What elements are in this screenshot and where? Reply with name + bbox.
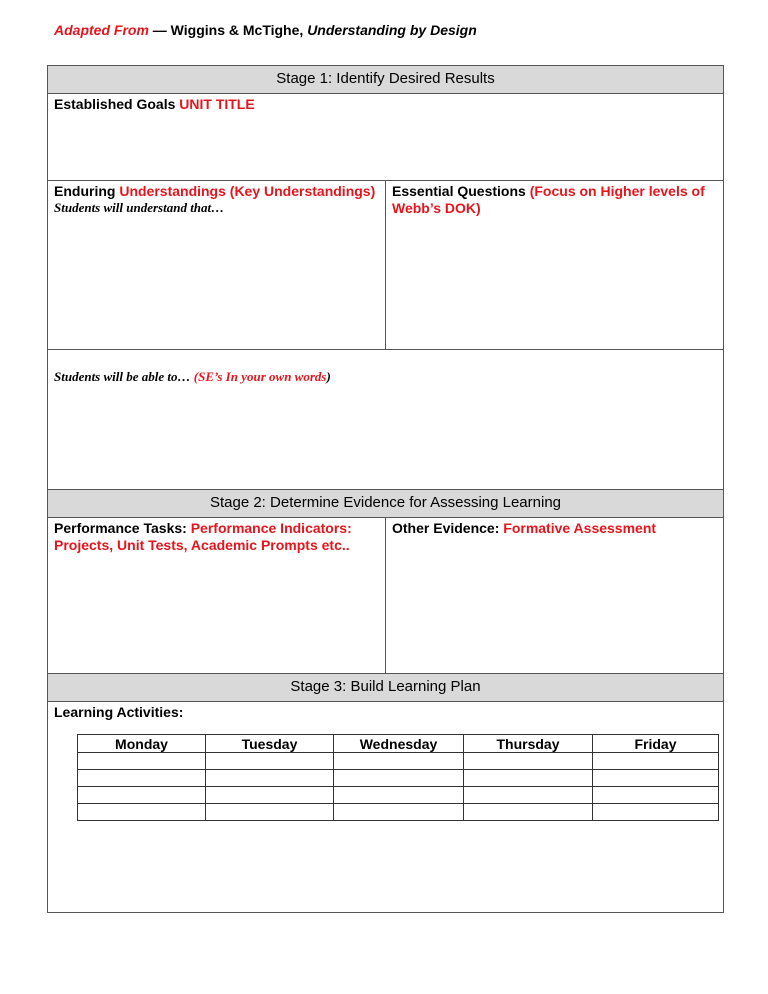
table-row xyxy=(78,804,719,821)
table-cell[interactable] xyxy=(334,770,464,787)
table-cell[interactable] xyxy=(593,787,719,804)
stage1-title: Stage 1: Identify Desired Results xyxy=(276,70,495,87)
enduring-label: Enduring xyxy=(54,183,120,199)
col-tuesday: Tuesday xyxy=(206,735,334,753)
table-cell[interactable] xyxy=(593,770,719,787)
col-thursday: Thursday xyxy=(464,735,593,753)
other-value: Formative Assessment xyxy=(503,520,657,536)
table-cell[interactable] xyxy=(206,753,334,770)
adapted-from-line xyxy=(54,22,477,38)
understandings-questions-row xyxy=(48,181,723,350)
table-cell[interactable] xyxy=(334,753,464,770)
table-cell[interactable] xyxy=(334,804,464,821)
table-row xyxy=(78,787,719,804)
table-cell[interactable] xyxy=(206,787,334,804)
col-monday: Monday xyxy=(78,735,206,753)
established-goals-cell[interactable] xyxy=(48,94,723,181)
ubd-template-frame xyxy=(47,65,724,913)
other-evidence-cell[interactable] xyxy=(386,518,723,673)
enduring-subtext: Students will understand that… xyxy=(54,200,225,215)
table-cell[interactable] xyxy=(464,770,593,787)
enduring-value: Understandings (Key Understandings) xyxy=(119,183,376,199)
table-cell[interactable] xyxy=(78,787,206,804)
activities-label: Learning Activities: xyxy=(54,704,184,720)
col-wednesday: Wednesday xyxy=(334,735,464,753)
eq-label: Essential Questions xyxy=(392,183,530,199)
table-row xyxy=(78,753,719,770)
stage3-header xyxy=(48,674,723,702)
stage2-title: Stage 2: Determine Evidence for Assessing Learning xyxy=(209,494,562,511)
table-cell[interactable] xyxy=(593,753,719,770)
able-red: (SE’s In your own words xyxy=(193,369,327,384)
table-header-row xyxy=(78,735,719,753)
table-cell[interactable] xyxy=(78,770,206,787)
able-prefix: Students will be able to… xyxy=(54,369,194,384)
book-title: Understanding by Design xyxy=(307,22,477,38)
table-cell[interactable] xyxy=(206,804,334,821)
performance-tasks-cell[interactable] xyxy=(48,518,386,673)
stage3-title: Stage 3: Build Learning Plan xyxy=(290,678,481,695)
perf-value: Performance Indicators: Projects, Unit Tests, Academic Prompts etc.. xyxy=(54,520,352,553)
table-cell[interactable] xyxy=(206,770,334,787)
goals-label: Established Goals xyxy=(54,96,180,112)
table-cell[interactable] xyxy=(464,753,593,770)
stage2-header xyxy=(48,490,723,518)
table-row xyxy=(78,770,719,787)
other-label: Other Evidence: xyxy=(392,520,504,536)
goals-value: UNIT TITLE xyxy=(179,96,255,112)
enduring-understandings-cell[interactable] xyxy=(48,181,386,349)
adapted-from-label: Adapted From xyxy=(54,22,149,38)
table-cell[interactable] xyxy=(593,804,719,821)
table-cell[interactable] xyxy=(78,753,206,770)
perf-label: Performance Tasks: xyxy=(54,520,191,536)
eq-value: (Focus on Higher levels of Webb’s DOK) xyxy=(392,183,705,216)
students-able-cell[interactable] xyxy=(48,350,723,490)
table-cell[interactable] xyxy=(78,804,206,821)
learning-activities-label-row xyxy=(48,702,723,723)
weekly-plan-table xyxy=(77,734,719,821)
table-cell[interactable] xyxy=(464,804,593,821)
stage1-header xyxy=(48,66,723,94)
table-cell[interactable] xyxy=(464,787,593,804)
able-suffix: ) xyxy=(326,369,331,384)
col-friday: Friday xyxy=(593,735,719,753)
evidence-row xyxy=(48,518,723,674)
table-cell[interactable] xyxy=(334,787,464,804)
essential-questions-cell[interactable] xyxy=(386,181,723,349)
authors-text: — Wiggins & McTighe, xyxy=(148,22,308,38)
